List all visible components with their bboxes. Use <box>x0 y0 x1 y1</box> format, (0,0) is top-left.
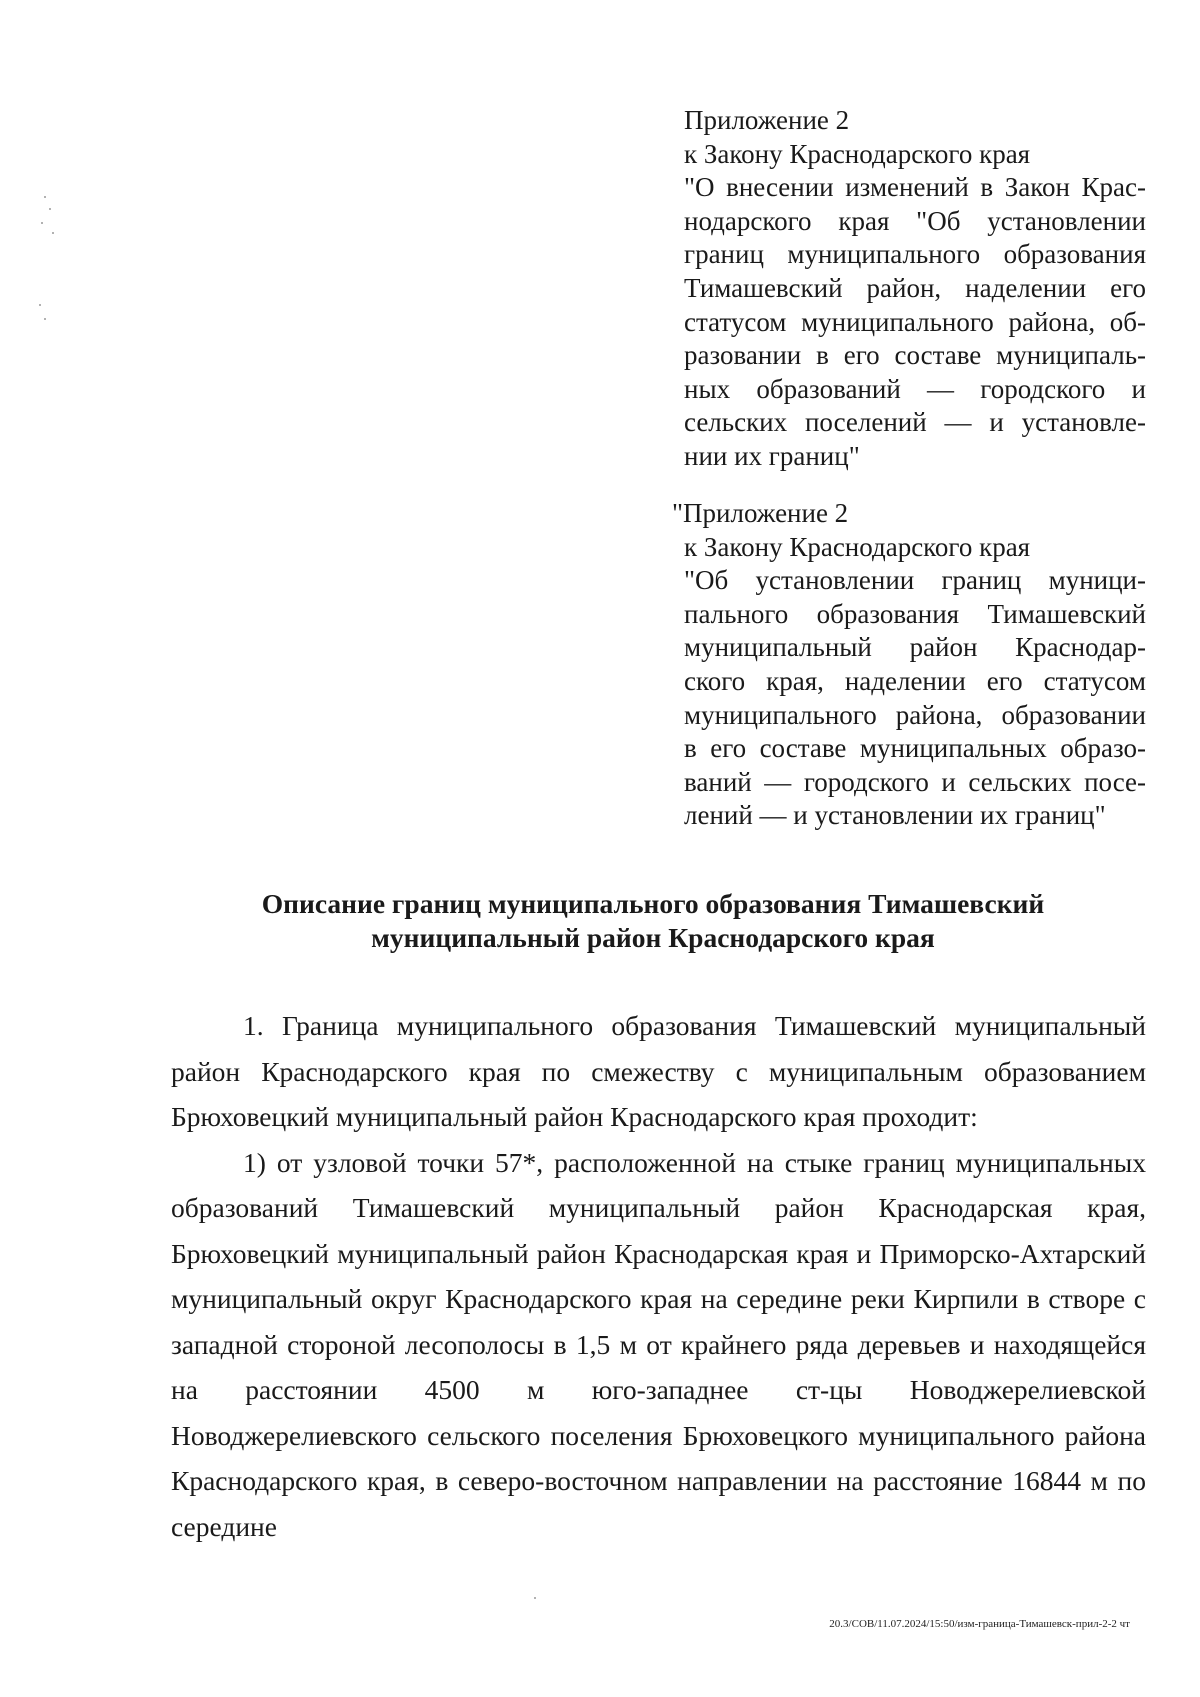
appendix-line: разовании в его составе муниципаль- <box>684 340 1146 371</box>
body-paragraph: 1) от узловой точки 57*, расположенной на стыке границ муниципальных образований Тимашевский муниципальный район Краснодарская края, Брюховецкий муниципальный район Краснодарская края и Приморско-Ахтарский муниципальный округ Краснодарского края на середине реки Кирпили в створе с западной стороной лесополосы в 1,5 м от крайнего ряда деревьев и находящейся на расстоянии 4500 м юго-западнее ст-цы Новоджерелиевской Новоджерелиевского сельского поселения Брюховецкого муниципального района Краснодарского края, в северо-восточном направлении на расстояние 16844 м по середине <box>171 1146 1146 1542</box>
document-body <box>171 1003 1146 1549</box>
scan-speck <box>41 222 43 224</box>
appendix-line: ваний — городского и сельских посе- <box>684 766 1146 797</box>
scan-speck <box>39 304 41 306</box>
appendix-line: Приложение 2 <box>684 105 850 135</box>
appendix-line: сельских поселений — и установле- <box>684 407 1146 438</box>
appendix-line: "Приложение 2 <box>672 498 849 528</box>
appendix-line: муниципального района, образовании <box>684 699 1146 730</box>
title-line-2: муниципальный район Краснодарского края <box>371 922 935 953</box>
appendix-line: к Закону Краснодарского края <box>684 531 1031 562</box>
scan-speck <box>534 1597 536 1599</box>
appendix-line: пального образования Тимашевский <box>684 598 1146 629</box>
body-paragraph: 1. Граница муниципального образования Тимашевский муниципальный район Краснодарского края по смежеству с муниципальным образованием Брюховецкий муниципальный район Краснодарского края проходит: <box>171 1010 1146 1132</box>
appendix-line: "Об установлении границ муници- <box>684 565 1146 596</box>
appendix-line: статусом муниципального района, об- <box>684 306 1146 337</box>
appendix-line: нодарского края "Об установлении <box>684 205 1146 236</box>
appendix-line: ных образований — городского и <box>684 373 1146 404</box>
scan-speck <box>44 318 46 320</box>
appendix-line: к Закону Краснодарского края <box>684 138 1031 169</box>
scan-speck <box>52 232 54 234</box>
appendix-line: в его составе муниципальных образо- <box>684 733 1146 764</box>
appendix-line: Тимашевский район, наделении его <box>684 272 1146 303</box>
footer-document-reference: 20.3/СОВ/11.07.2024/15:50/изм-граница-Тимашевск-прил-2-2 чт <box>829 1618 1130 1630</box>
appendix-line: муниципальный район Краснодар- <box>684 632 1146 663</box>
scan-speck <box>49 208 51 210</box>
appendix-header-current <box>684 104 1146 474</box>
title-line-1: Описание границ муниципального образования Тимашевский <box>261 888 1045 919</box>
appendix-line: границ муниципального образования <box>684 239 1146 270</box>
appendix-header-original <box>672 497 1146 833</box>
scan-speck <box>44 196 46 198</box>
appendix-line: ского края, наделении его статусом <box>684 665 1146 696</box>
document-title <box>160 887 1146 955</box>
appendix-line: лений — и установлении их границ" <box>684 800 1106 831</box>
appendix-line: "О внесении изменений в Закон Крас- <box>684 172 1146 203</box>
appendix-line: нии их границ" <box>684 440 860 471</box>
